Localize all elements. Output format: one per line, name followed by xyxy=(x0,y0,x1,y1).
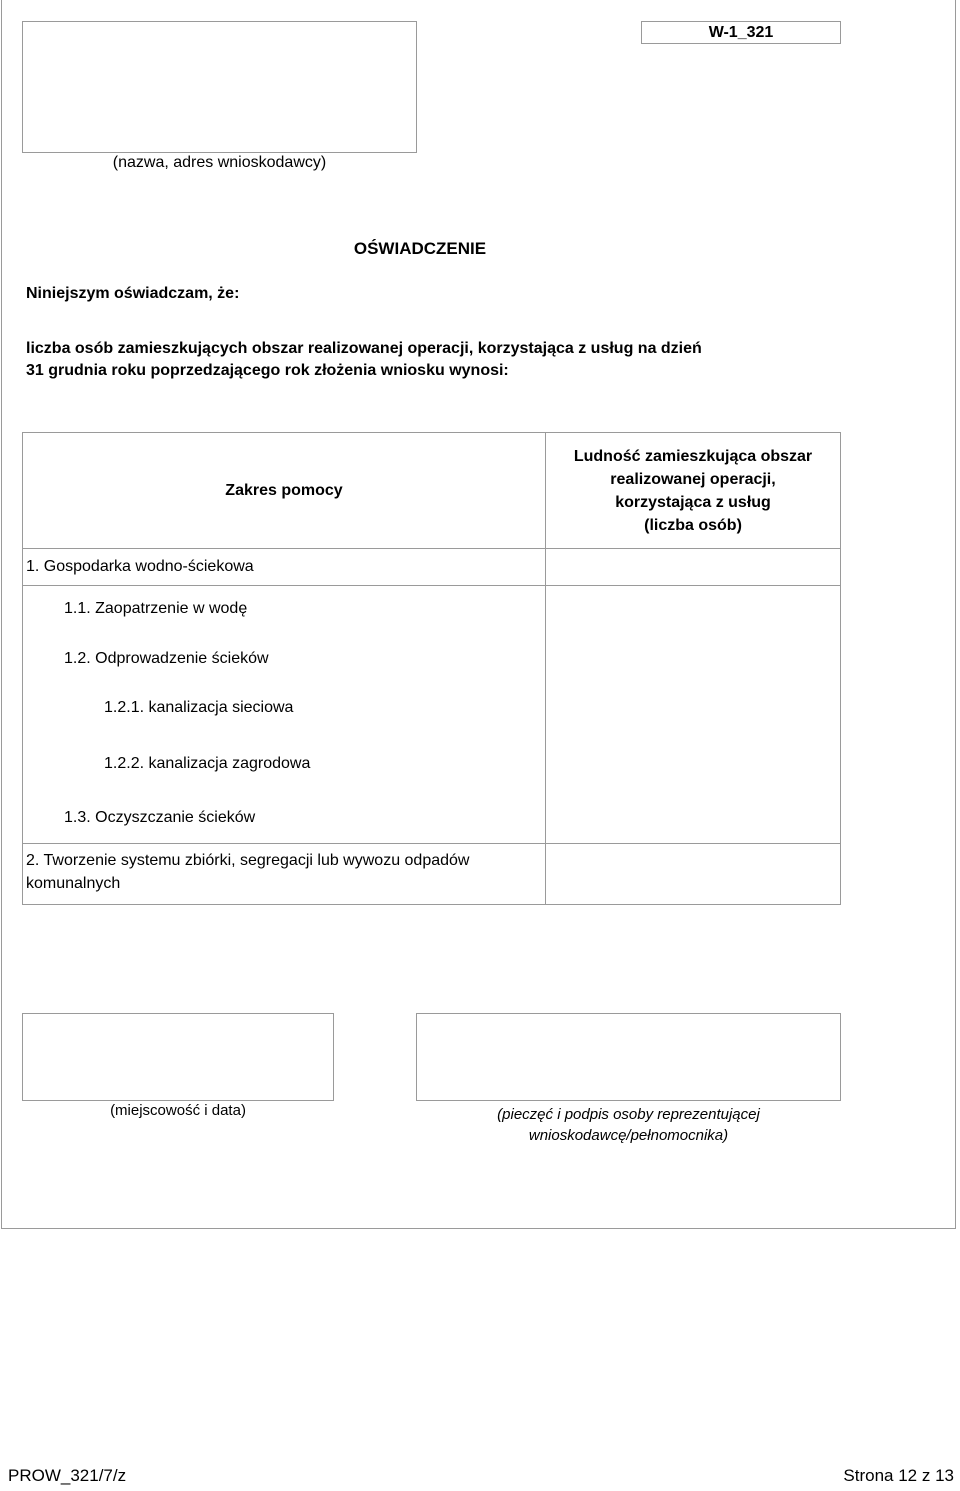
row-label: 1. Gospodarka wodno-ściekowa xyxy=(26,558,254,575)
table-row xyxy=(22,548,546,586)
row-label: komunalnych xyxy=(26,875,121,892)
form-code: W-1_321 xyxy=(708,24,774,41)
row-label: 1.2.1. kanalizacja sieciowa xyxy=(104,699,294,716)
column-header-line: realizowanej operacji, xyxy=(610,470,776,488)
row-label: 1.2. Odprowadzenie ścieków xyxy=(64,650,269,667)
row-label: 1.1. Zaopatrzenie w wodę xyxy=(64,600,248,617)
column-header-population xyxy=(545,432,841,549)
applicant-name-address-field[interactable] xyxy=(22,21,417,153)
statement-text xyxy=(26,338,826,382)
stamp-signature-field[interactable] xyxy=(416,1013,841,1101)
population-input-cell[interactable] xyxy=(545,585,841,844)
applicant-caption: (nazwa, adres wnioskodawcy) xyxy=(112,154,327,171)
column-header-scope-label: Zakres pomocy xyxy=(225,482,343,499)
population-input-cell[interactable] xyxy=(545,548,841,586)
place-date-field[interactable] xyxy=(22,1013,334,1101)
caption-line: wnioskodawcę/pełnomocnika) xyxy=(528,1127,729,1144)
population-table xyxy=(22,432,841,905)
population-input-cell[interactable] xyxy=(545,843,841,905)
column-header-line: Ludność zamieszkująca obszar xyxy=(573,447,813,465)
footer-document-id: PROW_321/7/z xyxy=(8,1466,127,1485)
table-row xyxy=(22,843,546,905)
form-code-box xyxy=(641,21,841,44)
column-header-line: (liczba osób) xyxy=(644,516,742,534)
column-header-scope xyxy=(22,432,546,549)
row-label: 1.3. Oczyszczanie ścieków xyxy=(64,809,256,826)
intro-text: Niniejszym oświadczam, że: xyxy=(26,285,240,302)
statement-line: 31 grudnia roku poprzedzającego rok złożenia wniosku wynosi: xyxy=(26,362,509,379)
document-title: OŚWIADCZENIE xyxy=(353,239,487,258)
row-label: 1.2.2. kanalizacja zagrodowa xyxy=(104,755,311,772)
column-header-line: korzystająca z usług xyxy=(615,493,771,511)
row-label: 2. Tworzenie systemu zbiórki, segregacji lub wywozu odpadów xyxy=(26,852,470,869)
statement-line: liczba osób zamieszkujących obszar realizowanej operacji, korzystająca z usług na dzień xyxy=(26,340,702,357)
place-date-caption: (miejscowość i data) xyxy=(110,1102,246,1119)
footer-page-number: Strona 12 z 13 xyxy=(843,1466,954,1485)
stamp-signature-caption xyxy=(416,1104,841,1146)
caption-line: (pieczęć i podpis osoby reprezentującej xyxy=(497,1106,760,1123)
